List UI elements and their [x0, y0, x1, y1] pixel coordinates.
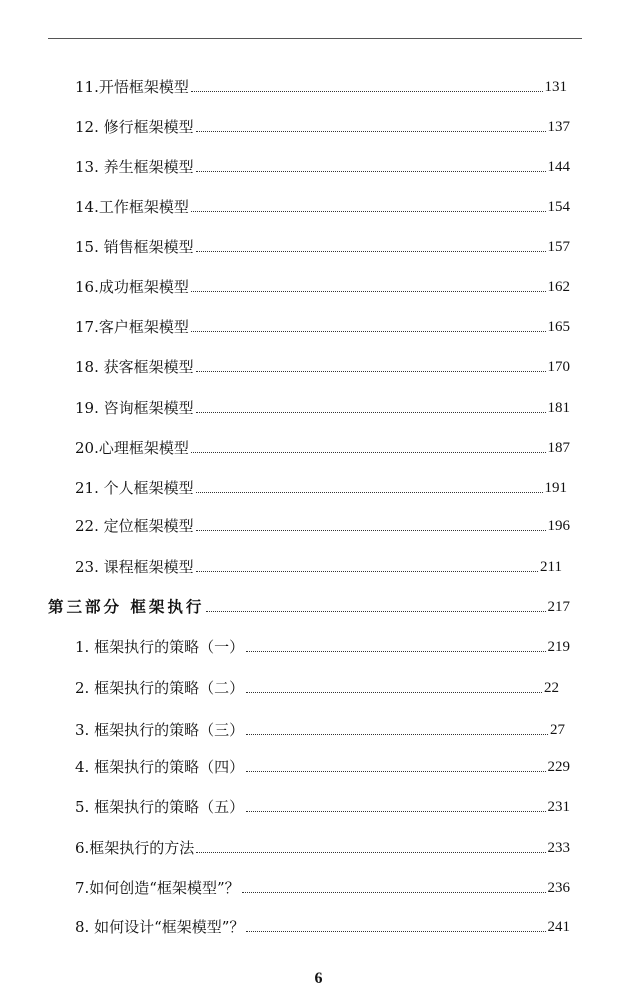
toc-entry-page: 191: [544, 480, 567, 496]
toc-entry[interactable]: [0, 352, 637, 376]
toc-entry-page: 229: [547, 759, 570, 775]
toc-entry-page: 241: [547, 919, 570, 935]
toc-entry[interactable]: [0, 632, 637, 656]
toc-entry-page: 181: [547, 400, 570, 416]
dot-leader: [196, 491, 543, 493]
toc-entry-label: 7.如何创造“框架模型”？: [75, 879, 240, 897]
toc-entry-page: 170: [547, 359, 570, 375]
toc-entry-label: 13. 养生框架模型: [75, 158, 194, 176]
toc-entry-label: 5. 框架执行的策略（五）: [75, 798, 245, 816]
toc-entry[interactable]: [0, 873, 637, 897]
toc-entry-page: 231: [547, 799, 570, 815]
toc-entry[interactable]: [0, 272, 637, 296]
toc-entry-label: 3. 框架执行的策略（三）: [75, 721, 245, 739]
dot-leader: [242, 891, 546, 893]
dot-leader: [191, 290, 546, 292]
toc-entry-label: 20.心理框架模型: [75, 439, 189, 457]
toc-section-label: 第三部分 框架执行: [48, 597, 205, 616]
toc-entry-page: 144: [547, 159, 570, 175]
dot-leader: [246, 733, 548, 735]
dot-leader: [206, 610, 545, 612]
toc-entry[interactable]: [0, 433, 637, 457]
toc-entry[interactable]: [0, 511, 637, 535]
toc-entry[interactable]: [0, 752, 637, 776]
dot-leader: [246, 810, 545, 812]
toc-entry[interactable]: [0, 232, 637, 256]
toc-entry[interactable]: [0, 792, 637, 816]
dot-leader: [196, 170, 546, 172]
toc-section-heading[interactable]: [0, 592, 637, 616]
toc-entry-label: 17.客户框架模型: [75, 318, 189, 336]
toc-entry-page: 154: [547, 199, 570, 215]
toc-entry-label: 4. 框架执行的策略（四）: [75, 758, 245, 776]
dot-leader: [196, 250, 546, 252]
toc-entry-label: 8. 如何设计“框架模型”？: [75, 918, 245, 936]
toc-entry[interactable]: [0, 312, 637, 336]
toc-entry-page: 219: [547, 639, 570, 655]
dot-leader: [196, 529, 546, 531]
toc-entry-page: 211: [540, 559, 562, 575]
toc-entry-label: 6.框架执行的方法: [75, 839, 195, 857]
toc-entry[interactable]: [0, 393, 637, 417]
toc-entry[interactable]: [0, 152, 637, 176]
dot-leader: [196, 570, 538, 572]
dot-leader: [191, 451, 546, 453]
toc-entry-page: 236: [547, 880, 570, 896]
toc-entry[interactable]: [0, 552, 637, 576]
toc-entry-page: 165: [547, 319, 570, 335]
dot-leader: [246, 770, 545, 772]
dot-leader: [196, 370, 546, 372]
toc-entry-page: 157: [547, 239, 570, 255]
dot-leader: [246, 650, 545, 652]
toc-entry-label: 14.工作框架模型: [75, 198, 189, 216]
toc-entry-label: 18. 获客框架模型: [75, 358, 194, 376]
toc-entry-label: 23. 课程框架模型: [75, 558, 194, 576]
toc-entry-label: 21. 个人框架模型: [75, 479, 194, 497]
toc-entry-label: 1. 框架执行的策略（一）: [75, 638, 245, 656]
dot-leader: [246, 930, 545, 932]
toc-entry-page: 162: [547, 279, 570, 295]
dot-leader: [191, 210, 546, 212]
toc-entry[interactable]: [0, 833, 637, 857]
toc-entry[interactable]: [0, 72, 637, 96]
toc-entry[interactable]: [0, 912, 637, 936]
toc-entry-page: 187: [547, 440, 570, 456]
toc-entry-page: 217: [547, 599, 570, 615]
toc-entry-label: 11.开悟框架模型: [75, 78, 189, 96]
toc-entry-label: 22. 定位框架模型: [75, 517, 194, 535]
toc-entry[interactable]: [0, 673, 637, 697]
toc-entry-label: 2. 框架执行的策略（二）: [75, 679, 245, 697]
toc-entry-page: 22: [544, 680, 559, 696]
toc-entry-page: 27: [550, 722, 565, 738]
toc-entry[interactable]: [0, 473, 637, 497]
page-number: 6: [314, 970, 323, 987]
toc-entry[interactable]: [0, 192, 637, 216]
dot-leader: [196, 851, 545, 853]
toc-entry-page: 137: [547, 119, 570, 135]
dot-leader: [196, 130, 546, 132]
dot-leader: [191, 330, 546, 332]
toc-entry[interactable]: [0, 715, 637, 739]
toc-entry-label: 12. 修行框架模型: [75, 118, 194, 136]
dot-leader: [196, 411, 546, 413]
toc-entry-label: 15. 销售框架模型: [75, 238, 194, 256]
toc-entry-page: 233: [547, 840, 570, 856]
toc-entry[interactable]: [0, 112, 637, 136]
toc-entry-label: 16.成功框架模型: [75, 278, 189, 296]
toc-entry-page: 196: [547, 518, 570, 534]
dot-leader: [246, 691, 542, 693]
toc-entry-label: 19. 咨询框架模型: [75, 399, 194, 417]
toc-entry-page: 131: [544, 79, 567, 95]
dot-leader: [191, 90, 543, 92]
